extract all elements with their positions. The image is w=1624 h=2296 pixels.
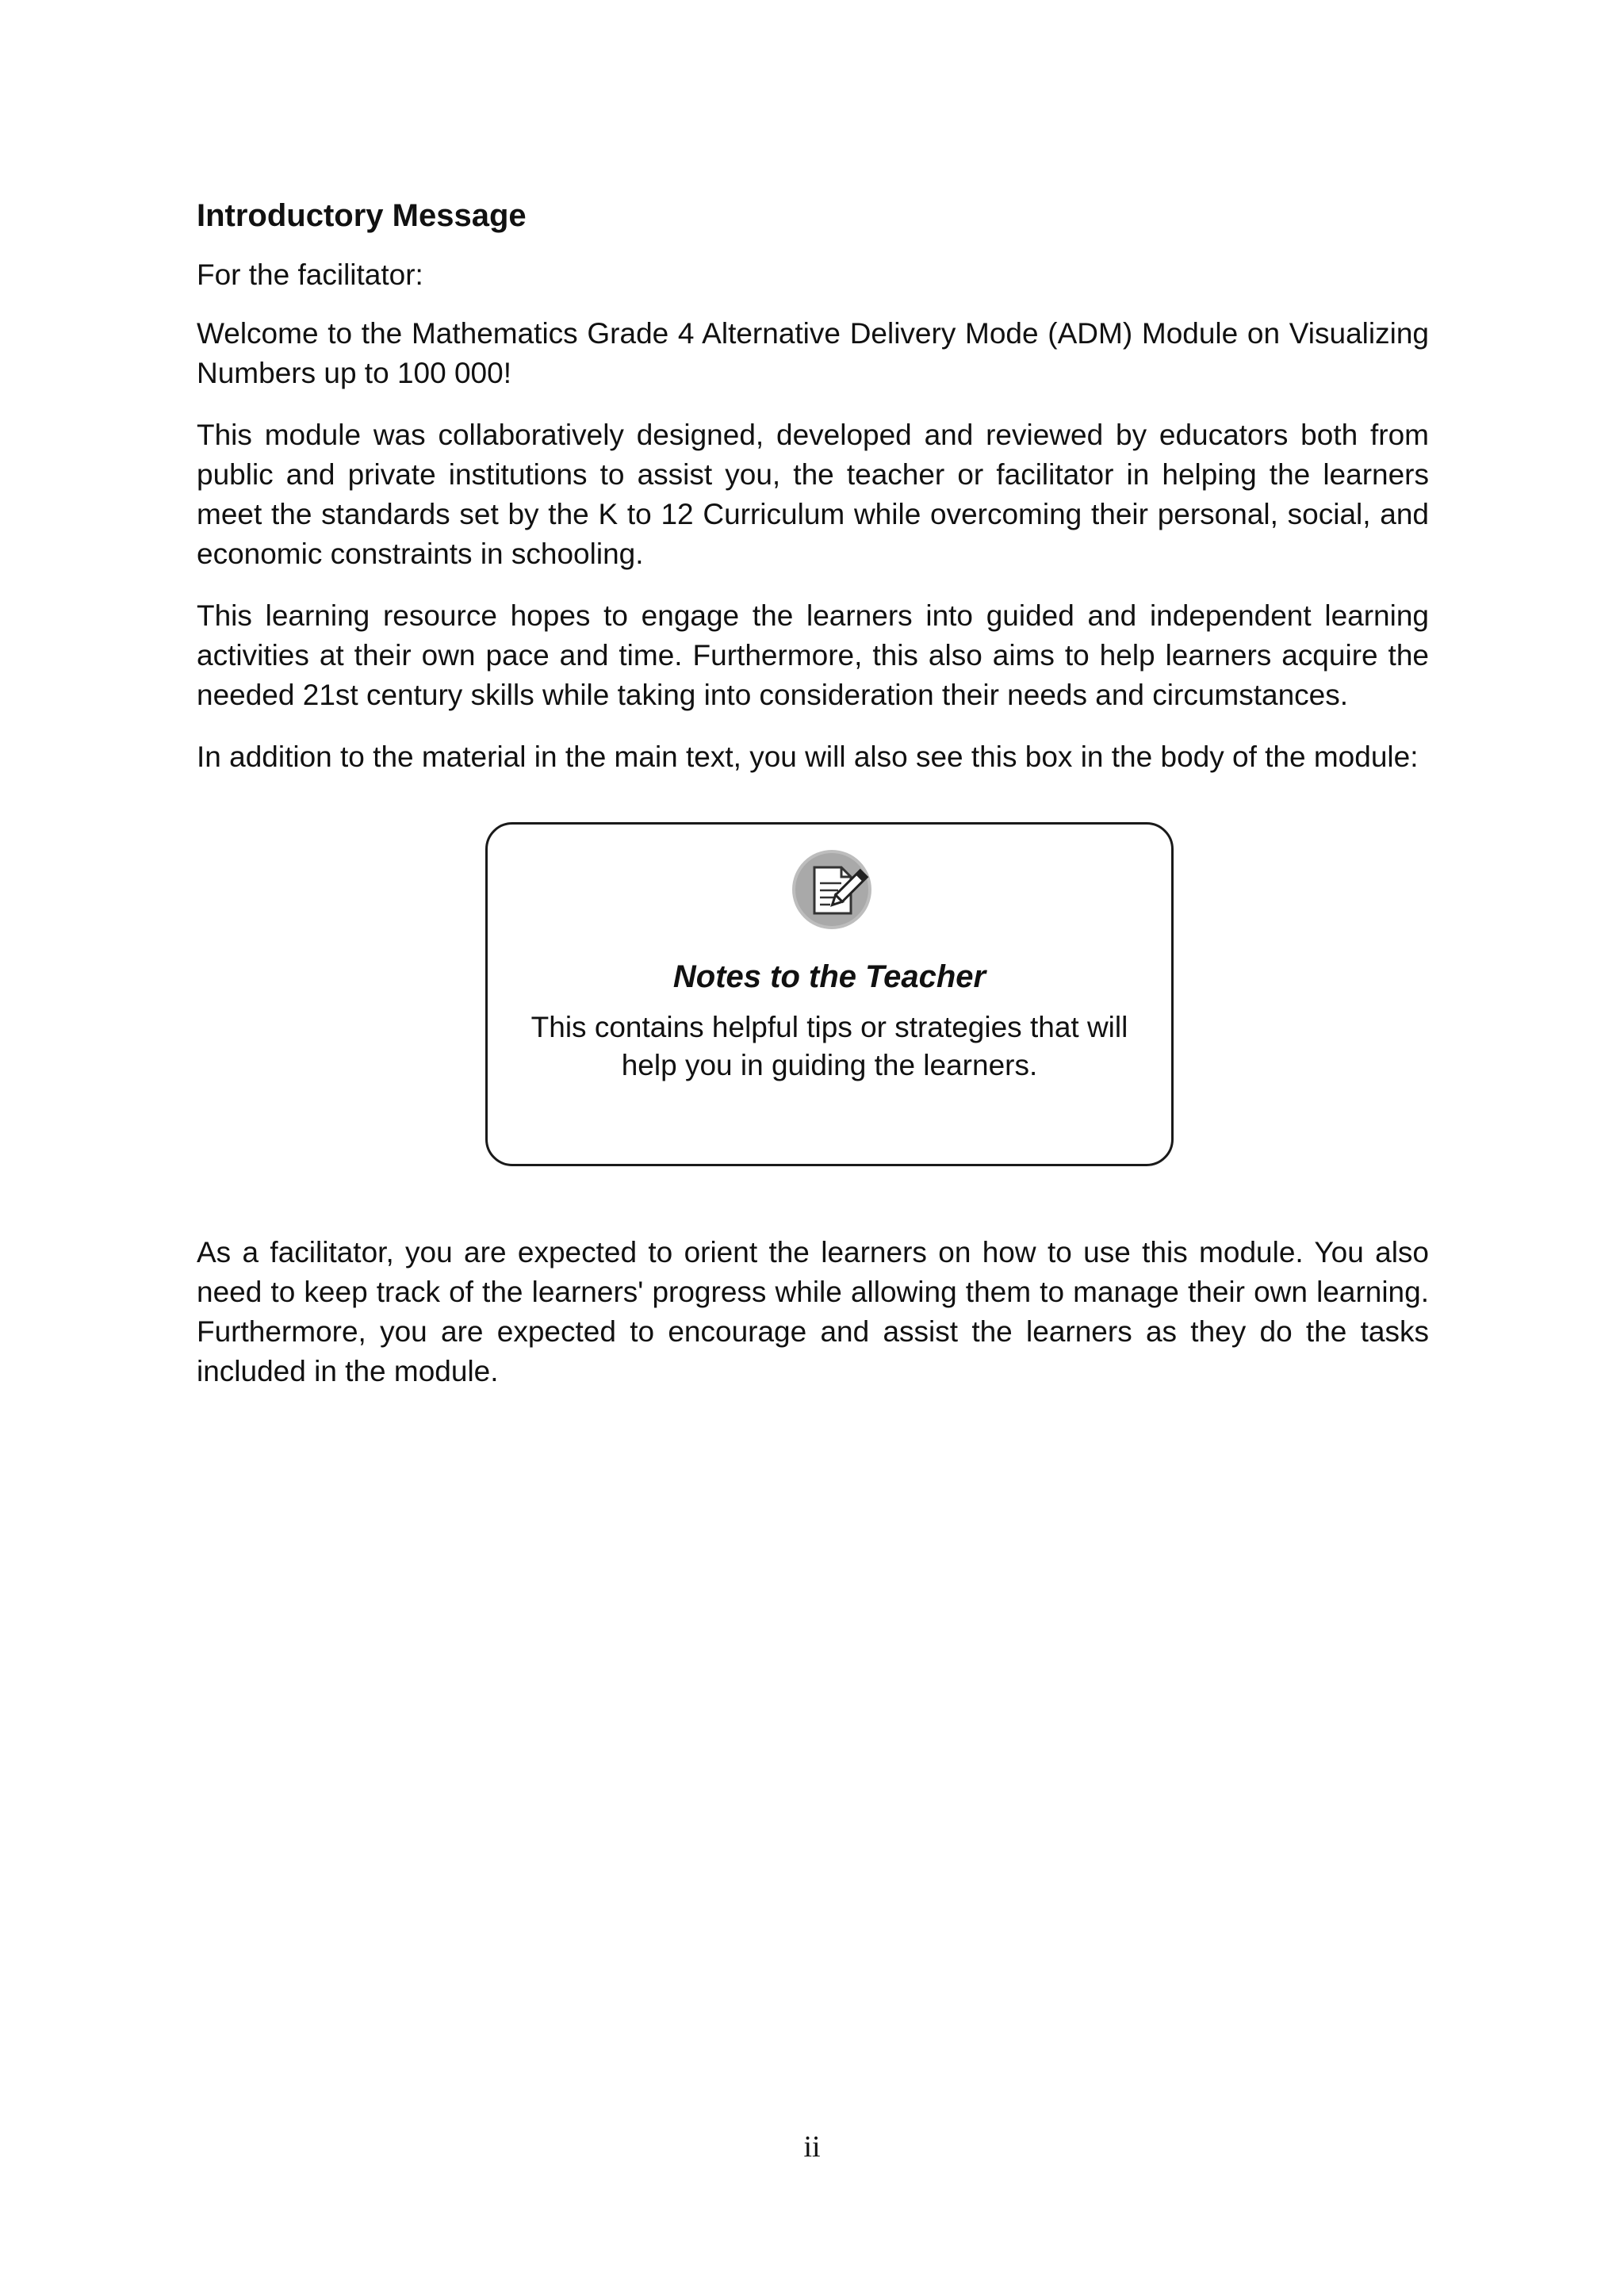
notes-box-text: This contains helpful tips or strategies that will help you in guiding the learners. xyxy=(530,1011,1128,1081)
box-intro-paragraph: In addition to the material in the main text, you will also see this box in the body of the module: xyxy=(197,740,1419,773)
notes-box-title: Notes to the Teacher xyxy=(672,959,986,994)
welcome-paragraph: Welcome to the Mathematics Grade 4 Alternative Delivery Mode (ADM) Module on Visualizing Numbers up to 100 000! xyxy=(197,317,1429,389)
module-design-paragraph: This module was collaboratively designed, developed and reviewed by educators both from public and private institutions to assist you, the teacher or facilitator in helping the learners meet the standards set by the K to 12 Curriculum while overcoming their personal, social, and economic constraints in schooling. xyxy=(197,419,1429,570)
notes-to-teacher-box xyxy=(485,822,1174,1166)
intro-section xyxy=(197,193,1429,799)
audience-line: For the facilitator: xyxy=(197,258,423,291)
facilitator-expectations-paragraph: As a facilitator, you are expected to orient the learners on how to use this module. You also need to keep track of the learners' progress while allowing them to manage their own learning. Furthermore, you are expected to encourage and assist the learners as they do the tasks included in the module. xyxy=(197,1236,1429,1387)
learning-resource-paragraph: This learning resource hopes to engage the learners into guided and independent learning activities at their own pace and time. Furthermore, this also aims to help learners acquire the needed 21st century skills while taking into consideration their needs and circumstances. xyxy=(197,599,1429,711)
page-number: ii xyxy=(803,2130,821,2164)
page-title: Introductory Message xyxy=(197,198,527,233)
notepad-pencil-icon xyxy=(791,848,873,931)
